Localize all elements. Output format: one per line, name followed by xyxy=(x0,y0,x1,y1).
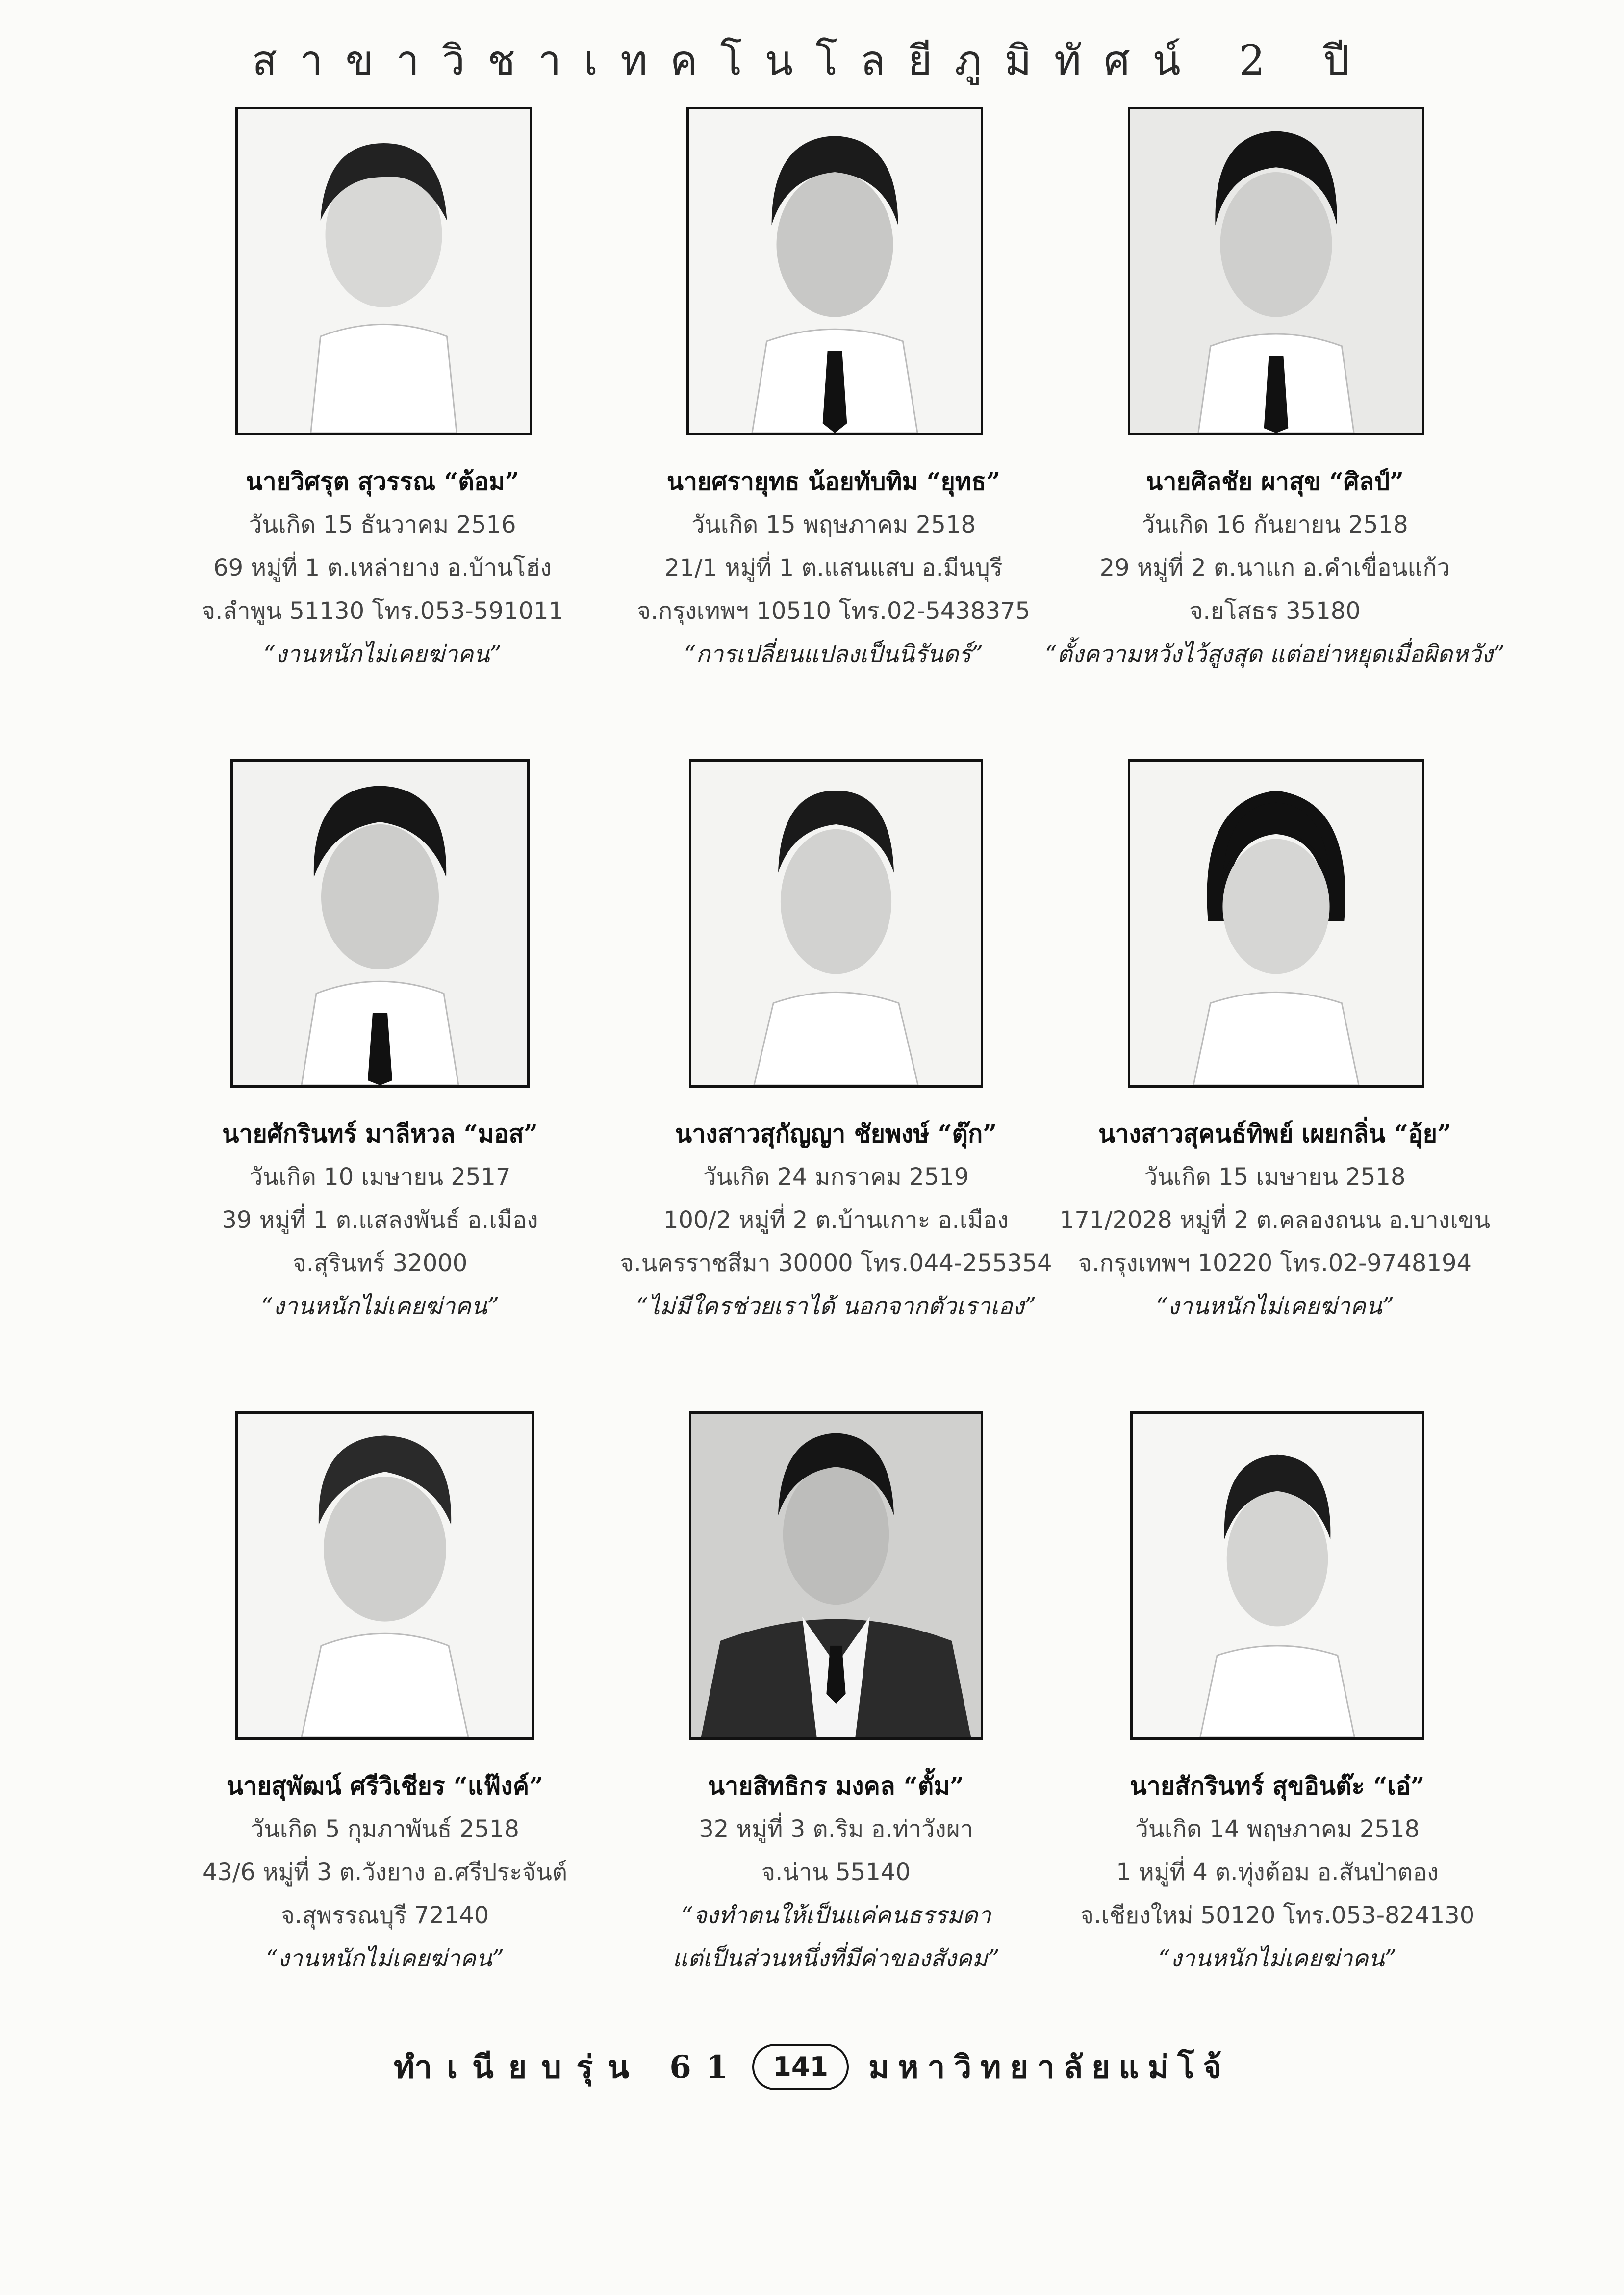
student-photo xyxy=(689,759,983,1088)
student-contact: จ.นครราชสีมา 30000 โทร.044-255354 xyxy=(620,1250,1052,1277)
student-contact: จ.น่าน 55140 xyxy=(761,1859,911,1886)
student-photo xyxy=(1128,759,1424,1088)
student-contact: จ.สุพรรณบุรี 72140 xyxy=(280,1902,489,1929)
student-photo xyxy=(689,1411,983,1740)
student-quote: “ไม่มีใครช่วยเราได้ นอกจากตัวเราเอง” xyxy=(636,1293,1036,1320)
student-info xyxy=(1032,1764,1522,1980)
student-quote: “ตั้งความหวังไว้สูงสุด แต่อย่าหยุดเมื่อผิดหวัง” xyxy=(1044,640,1505,668)
student-address: 21/1 หมู่ที่ 1 ต.แสนแสบ อ.มีนบุรี xyxy=(664,554,1003,582)
student-card xyxy=(1080,1411,1621,2049)
student-info xyxy=(1030,460,1520,676)
student-photo xyxy=(235,107,532,435)
student-quote: “งานหนักไม่เคยฆ่าคน” xyxy=(1156,1293,1394,1320)
student-birthdate: วันเกิด 15 ธันวาคม 2516 xyxy=(249,511,516,538)
student-contact: จ.ยโสธร 35180 xyxy=(1189,597,1361,625)
student-info xyxy=(135,1112,625,1328)
student-name: นางสาวสุกัญญา ชัยพงษ์ “ตุ๊ก” xyxy=(675,1119,997,1148)
student-card xyxy=(1059,759,1618,1397)
student-birthdate: วันเกิด 5 กุมภาพันธ์ 2518 xyxy=(251,1815,519,1843)
student-quote: “งานหนักไม่เคยฆ่าคน” xyxy=(261,1293,499,1320)
student-contact: จ.สุรินทร์ 32000 xyxy=(292,1250,468,1277)
student-photo xyxy=(1130,1411,1424,1740)
student-birthdate: วันเกิด 14 พฤษภาคม 2518 xyxy=(1135,1815,1420,1843)
student-address: 100/2 หมู่ที่ 2 ต.บ้านเกาะ อ.เมือง xyxy=(663,1206,1009,1234)
student-info xyxy=(588,460,1079,676)
student-quote: “งานหนักไม่เคยฆ่าคน” xyxy=(1158,1945,1396,1972)
page-footer xyxy=(0,2040,1624,2094)
student-name: นายวิศรุต สุวรรณ “ต้อม” xyxy=(246,467,519,496)
student-name: นายสิทธิกร มงคล “ตั้ม” xyxy=(708,1771,964,1800)
student-name: นายศรายุทธ น้อยทับทิม “ยุทธ” xyxy=(666,467,1001,496)
student-name: นายศิลชัย ผาสุข “ศิลป์” xyxy=(1146,467,1404,496)
student-info xyxy=(140,1764,630,1980)
student-name: นายสักรินทร์ สุขอินต๊ะ “เอ๋” xyxy=(1130,1771,1425,1800)
student-address: 43/6 หมู่ที่ 3 ต.วังยาง อ.ศรีประจันต์ xyxy=(202,1859,568,1886)
student-info xyxy=(1030,1112,1520,1328)
student-card xyxy=(1044,107,1618,744)
student-quote: “การเปลี่ยนแปลงเป็นนิรันดร์” xyxy=(684,640,984,668)
student-contact: จ.ลำพูน 51130 โทร.053-591011 xyxy=(201,597,564,625)
page-number: 141 xyxy=(752,2044,849,2090)
student-photo xyxy=(230,759,530,1088)
student-address: 39 หมู่ที่ 1 ต.แสลงพันธ์ อ.เมือง xyxy=(222,1206,538,1234)
student-info xyxy=(137,460,628,676)
student-quote: “จงทำตนให้เป็นแค่คนธรรมดา xyxy=(681,1902,991,1929)
student-quote: “งานหนักไม่เคยฆ่าคน” xyxy=(266,1945,504,1972)
student-birthdate: วันเกิด 24 มกราคม 2519 xyxy=(703,1163,969,1191)
student-birthdate: วันเกิด 15 พฤษภาคม 2518 xyxy=(691,511,976,538)
student-photo xyxy=(686,107,983,435)
student-contact: จ.เชียงใหม่ 50120 โทร.053-824130 xyxy=(1080,1902,1475,1929)
student-info xyxy=(591,1764,1081,1980)
student-contact: จ.กรุงเทพฯ 10510 โทร.02-5438375 xyxy=(636,597,1031,625)
footer-university-label: มหาวิทยาลัยแม่โจ้ xyxy=(868,2049,1230,2086)
student-birthdate: วันเกิด 10 เมษายน 2517 xyxy=(249,1163,511,1191)
student-photo xyxy=(235,1411,534,1740)
student-birthdate: วันเกิด 15 เมษายน 2518 xyxy=(1144,1163,1406,1191)
student-address: 69 หมู่ที่ 1 ต.เหล่ายาง อ.บ้านโฮ่ง xyxy=(213,554,552,582)
student-name: นางสาวสุคนธ์ทิพย์ เผยกลิ่น “อุ้ย” xyxy=(1098,1119,1451,1148)
student-quote: “งานหนักไม่เคยฆ่าคน” xyxy=(263,640,502,668)
student-address: 1 หมู่ที่ 4 ต.ทุ่งต้อม อ.สันป่าตอง xyxy=(1116,1859,1439,1886)
student-quote-line2: แต่เป็นส่วนหนึ่งที่มีค่าของสังคม” xyxy=(672,1945,1000,1972)
footer-yearbook-label: ทำเนียบรุ่น 61 xyxy=(394,2049,743,2086)
student-name: นายศักรินทร์ มาลีหวล “มอส” xyxy=(222,1119,538,1148)
page-title: สาขาวิชาเทคโนโลยีภูมิทัศน์ 2 ปี xyxy=(252,36,1372,84)
student-contact: จ.กรุงเทพฯ 10220 โทร.02-9748194 xyxy=(1078,1250,1472,1277)
student-photo xyxy=(1128,107,1424,435)
student-address: 29 หมู่ที่ 2 ต.นาแก อ.คำเขื่อนแก้ว xyxy=(1099,554,1450,582)
student-birthdate: วันเกิด 16 กันยายน 2518 xyxy=(1142,511,1408,538)
student-address: 171/2028 หมู่ที่ 2 ต.คลองถนน อ.บางเขน xyxy=(1059,1206,1491,1234)
student-address: 32 หมู่ที่ 3 ต.ริม อ.ท่าวังผา xyxy=(699,1815,973,1843)
student-name: นายสุพัฒน์ ศรีวิเชียร “แฟ๊งค์” xyxy=(226,1771,544,1800)
student-info xyxy=(591,1112,1081,1328)
